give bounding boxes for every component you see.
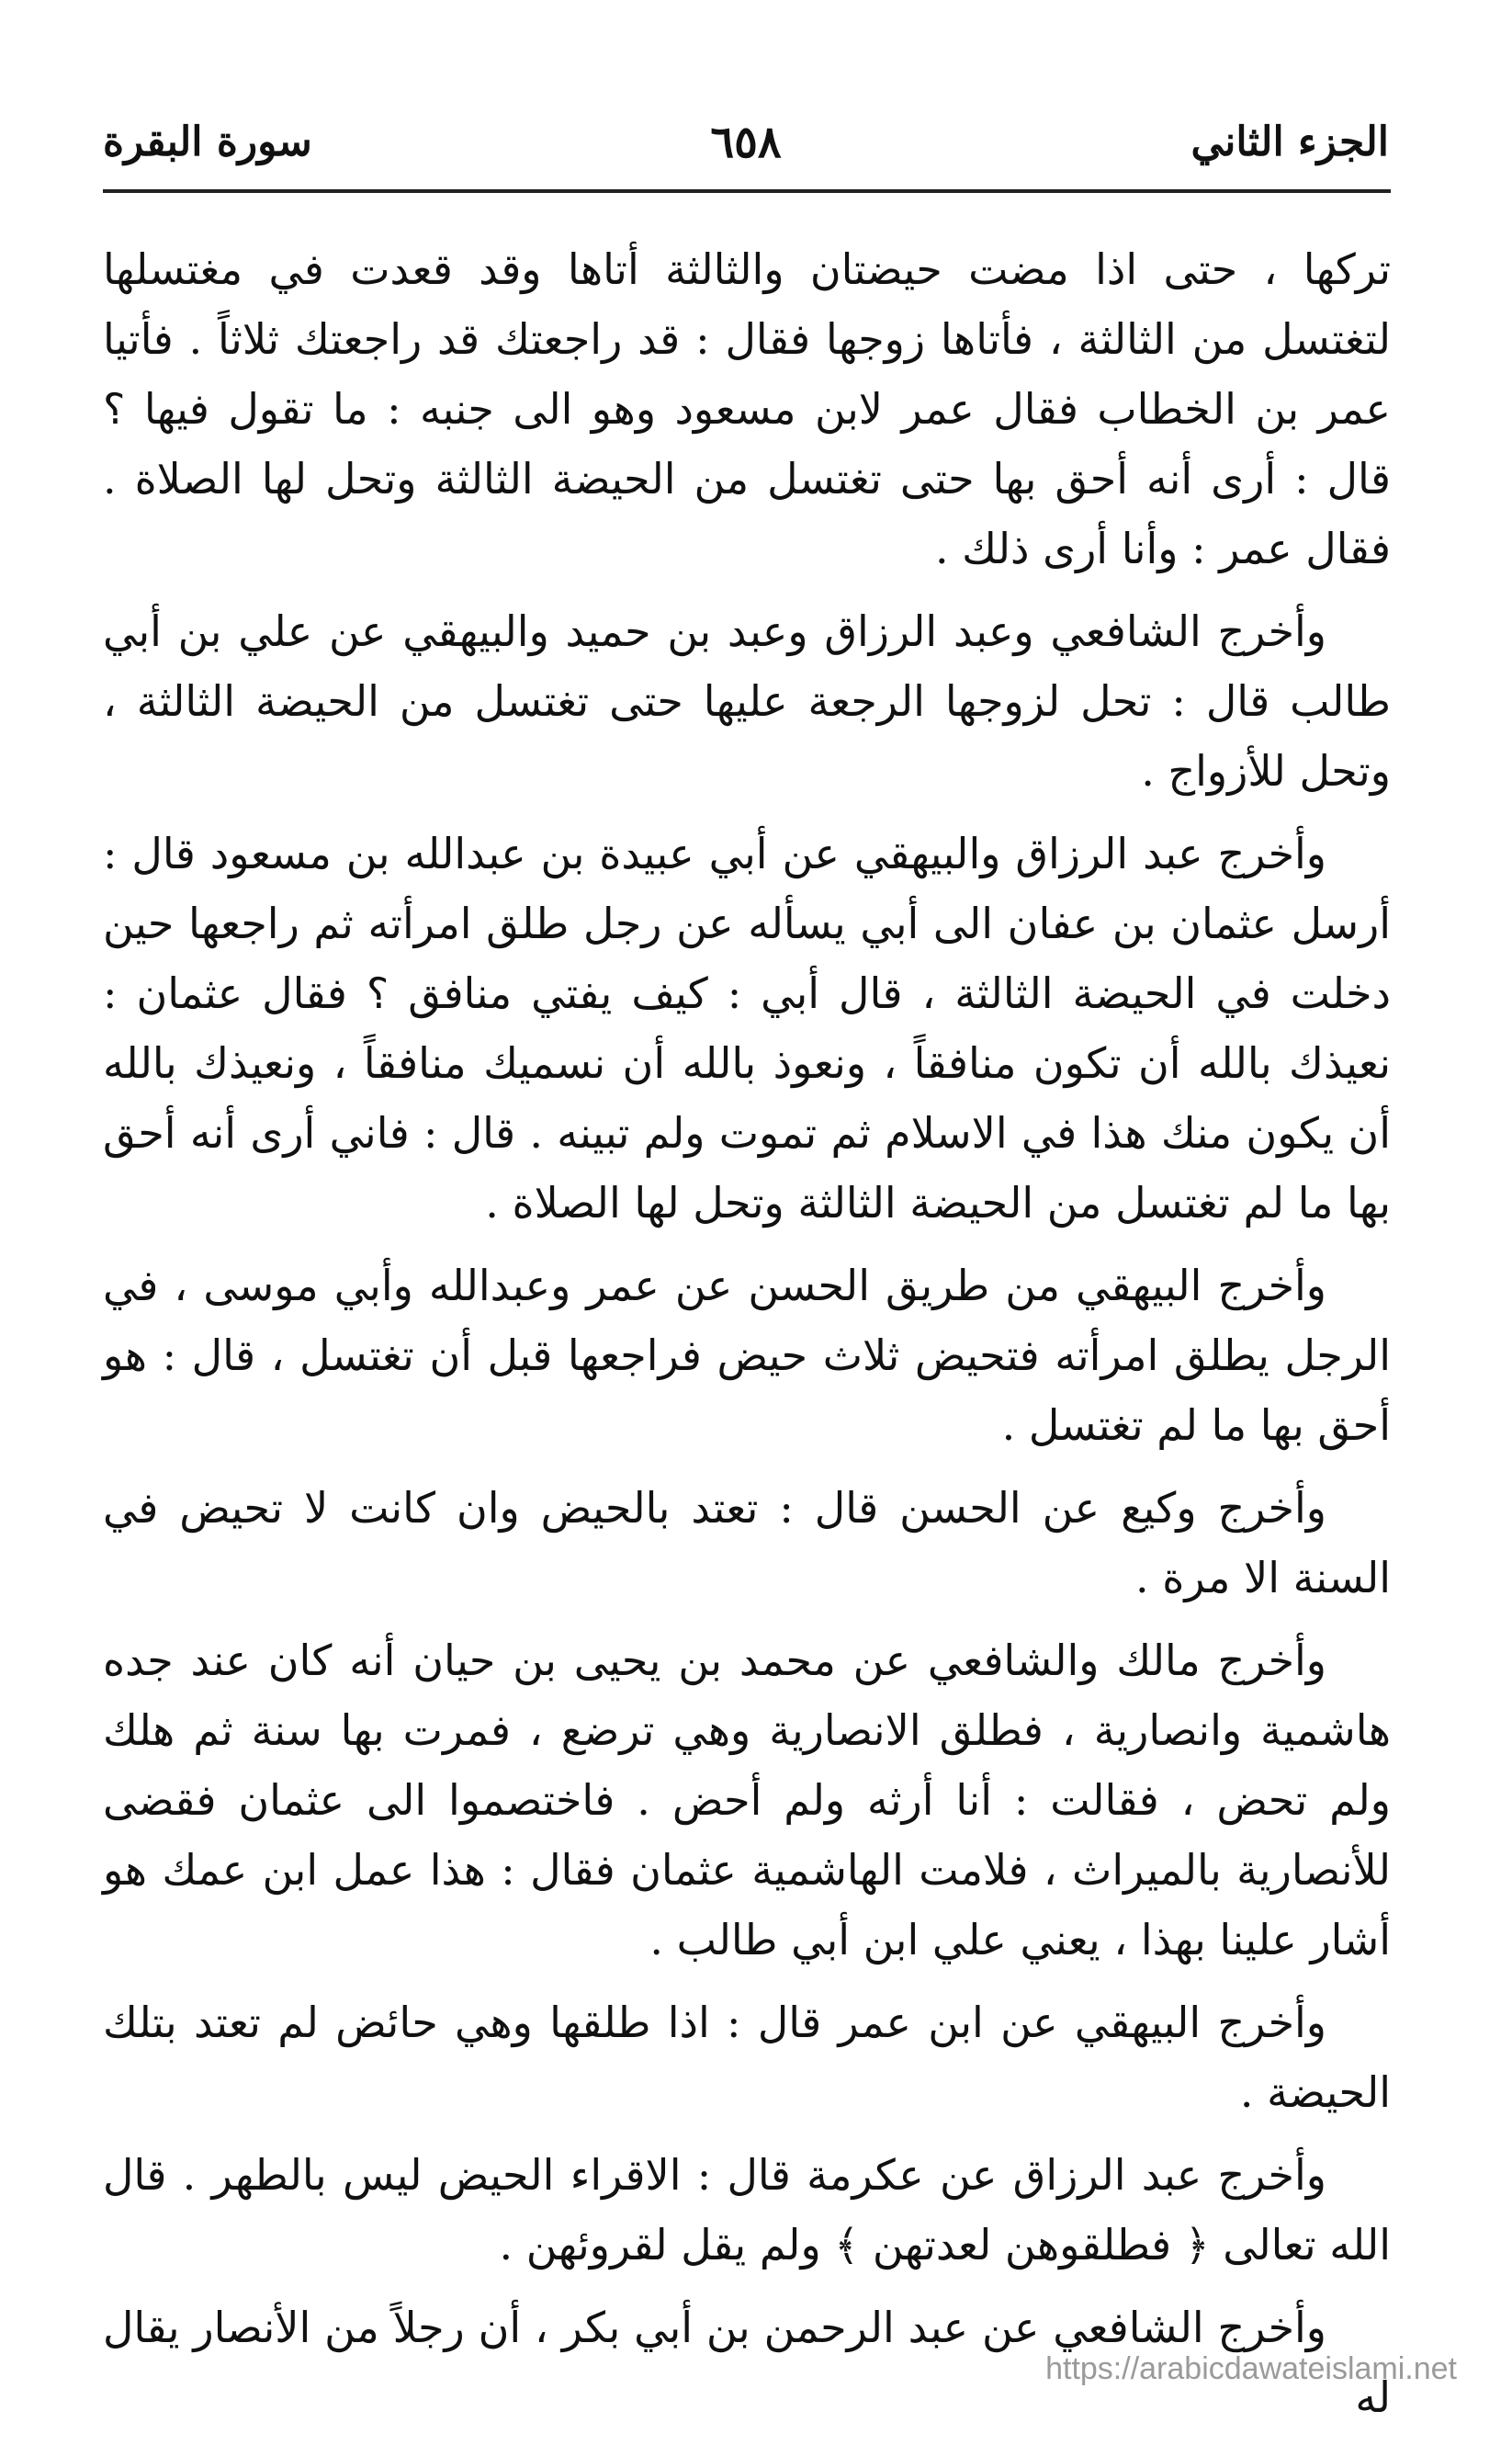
paragraph: وأخرج البيهقي من طريق الحسن عن عمر وعبدالله وأبي موسى ، في الرجل يطلق امرأته فتحيض ثلاث حيض فراجعها قبل أن تغتسل ، قال : هو أحق بها ما لم تغتسل . — [103, 1261, 1391, 1450]
volume-title: الجزء الثاني — [1190, 119, 1389, 165]
surah-title: سورة البقرة — [103, 119, 312, 165]
paragraph: وأخرج وكيع عن الحسن قال : تعتد بالحيض وان كانت لا تحيض في السنة الا مرة . — [103, 1483, 1391, 1602]
paragraph: وأخرج الشافعي عن عبد الرحمن بن أبي بكر ، أن رجلاً من الأنصار يقال له — [103, 2303, 1391, 2422]
paragraph: تركها ، حتى اذا مضت حيضتان والثالثة أتاها وقد قعدت في مغتسلها لتغتسل من الثالثة ، فأتاها زوجها فقال : قد راجعتك قد راجعتك ثلاثاً . فأتيا عمر بن الخطاب فقال عمر لابن مسعود وهو الى جنبه : ما تقول فيها ؟ قال : أرى أنه أحق بها حتى تغتسل من الحيضة الثالثة وتحل لها الصلاة . فقال عمر : وأنا أرى ذلك . — [103, 244, 1391, 573]
paragraph: وأخرج عبد الرزاق والبيهقي عن أبي عبيدة بن عبدالله بن مسعود قال : أرسل عثمان بن عفان الى أبي يسأله عن رجل طلق امرأته ثم راجعها حين دخلت في الحيضة الثالثة ، قال أبي : كيف يفتي منافق ؟ فقال عثمان : نعيذك بالله أن تكون منافقاً ، ونعوذ بالله أن نسميك منافقاً ، ونعيذك بالله أن يكون منك هذا في الاسلام ثم تموت ولم تبينه . قال : فاني أرى أنه أحق بها ما لم تغتسل من الحيضة الثالثة وتحل لها الصلاة . — [103, 829, 1391, 1228]
paragraph: وأخرج عبد الرزاق عن عكرمة قال : الاقراء الحيض ليس بالطهر . قال الله تعالى ﴿ فطلقوهن لعدتهن ﴾ ولم يقل لقروئهن . — [103, 2150, 1391, 2270]
paragraph: وأخرج البيهقي عن ابن عمر قال : اذا طلقها وهي حائض لم تعتد بتلك الحيضة . — [103, 1998, 1391, 2117]
header-divider — [103, 189, 1391, 193]
paragraph: وأخرج مالك والشافعي عن محمد بن يحيى بن حيان أنه كان عند جده هاشمية وانصارية ، فطلق الانصارية وهي ترضع ، فمرت بها سنة ثم هلك ولم تحض ، فقالت : أنا أرثه ولم أحض . فاختصموا الى عثمان فقضى للأنصارية بالميراث ، فلامت الهاشمية عثمان فقال : هذا عمل ابن عمك هو أشار علينا بهذا ، يعني علي ابن أبي طالب . — [103, 1636, 1391, 1964]
page-body — [103, 234, 1391, 2445]
page-header — [103, 101, 1389, 184]
paragraph: وأخرج الشافعي وعبد الرزاق وعبد بن حميد والبيهقي عن علي بن أبي طالب قال : تحل لزوجها الرجعة عليها حتى تغتسل من الحيضة الثالثة ، وتحل للأزواج . — [103, 606, 1391, 796]
page-number: ٦٥٨ — [710, 117, 782, 168]
watermark-url: https://arabicdawateislami.net — [1045, 2351, 1457, 2386]
